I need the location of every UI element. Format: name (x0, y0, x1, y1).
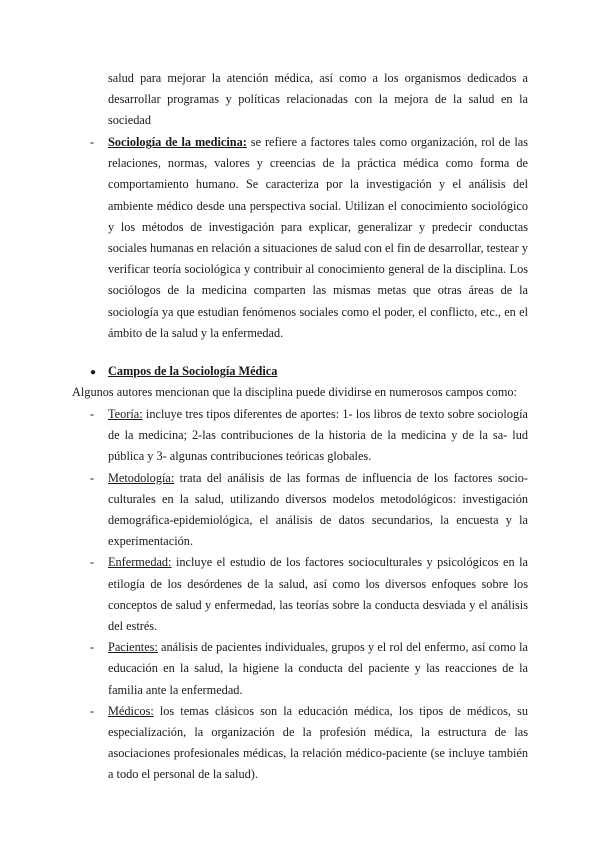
intro-line-1: salud para mejorar la atención médica, así como a los organismos dedicados a (108, 71, 528, 85)
text-teoria: incluye tres tipos diferentes de aportes: 1- los libros de texto sobre sociología de la medicina; 2-las contribuciones de la historia de la medicina y de la sa- lud pública y 3- algunas contribuciones teóricas globales. (108, 407, 528, 464)
campos-heading: Campos de la Sociología Médica (108, 364, 278, 378)
list-item-text (108, 468, 528, 553)
list-item-teoria (0, 404, 600, 468)
sociologia-paragraph (108, 132, 528, 344)
intro-paragraph (108, 68, 528, 132)
list-item-metodologia (0, 468, 600, 553)
list-dash: - (90, 407, 95, 421)
list-item-pacientes (0, 637, 600, 701)
sociologia-title: Sociología de la medicina: (108, 135, 247, 149)
text-metodologia: trata del análisis de las formas de influencia de los factores socio-culturales en la salud, utilizando diversos modelos metodológicos: investigación demográfica-epidemiológica, el análisis de datos secundarios, la encuesta y la experimentación. (108, 470, 528, 549)
sociologia-body: se refiere a factores tales como organización, rol de las relaciones, normas, valores y creencias de la práctica médica como forma de comportamiento humano. Se caracteriza por la investigación y el análisis del ambiente médico desde una perspectiva social. Utilizan el conocimiento sociológico y los métodos de investigación para explicar, generalizar y predecir conductas sociales humanas en relación a situaciones de salud con el fin de desarrollar, testear y verificar teoría sociológica y contribuir al conocimiento general de la disciplina. Los sociólogos de la medicina comparten las mismas metas que otras áreas de la sociología ya que estudian fenómenos sociales como el poder, el conflicto, etc., en el ámbito de la salud y la enfermedad. (108, 135, 528, 340)
term-teoria: Teoría: (108, 407, 143, 421)
list-dash: - (90, 135, 95, 149)
text-medicos: los temas clásicos son la educación médica, los tipos de médicos, su especialización, la organización de la profesión médica, la estructura de las asociaciones profesionales médicas, la relación médico-paciente (se incluye también a todo el personal de la salud). (108, 703, 528, 782)
list-item-text (108, 552, 528, 637)
list-dash: - (90, 703, 95, 718)
term-enfermedad: Enfermedad: (108, 555, 172, 570)
list-dash: - (90, 555, 95, 570)
list-item-text (108, 404, 528, 468)
list-item-text (108, 637, 528, 701)
campos-lead: Algunos autores mencionan que la disciplina puede dividirse en numerosos campos como: (72, 385, 517, 399)
list-dash: - (90, 640, 95, 655)
bullet-icon: ● (90, 367, 97, 378)
text-pacientes: análisis de pacientes individuales, grupos y el rol del enfermo, así como la educación en la salud, la higiene la conducta del paciente y las reacciones de la familia ante la enfermedad. (108, 640, 528, 697)
term-pacientes: Pacientes: (108, 640, 158, 655)
list-item-text (108, 701, 528, 786)
list-item-medicos (0, 701, 600, 786)
list-item-enfermedad (0, 552, 600, 637)
sociologia-section (0, 132, 600, 344)
text-enfermedad: incluye el estudio de los factores socioculturales y psicológicos en la etilogía de los desórdenes de la salud, así como los diversos enfoques sobre los conceptos de salud y enfermedad, las teorías sobre la conducta desviada y el análisis del estrés. (108, 555, 528, 634)
term-medicos: Médicos: (108, 703, 154, 718)
campos-list (0, 404, 600, 786)
list-dash: - (90, 470, 95, 485)
intro-line-2: desarrollar programas y políticas relacionadas con la mejora de la salud en la sociedad (108, 92, 528, 128)
term-metodologia: Metodología: (108, 470, 175, 485)
